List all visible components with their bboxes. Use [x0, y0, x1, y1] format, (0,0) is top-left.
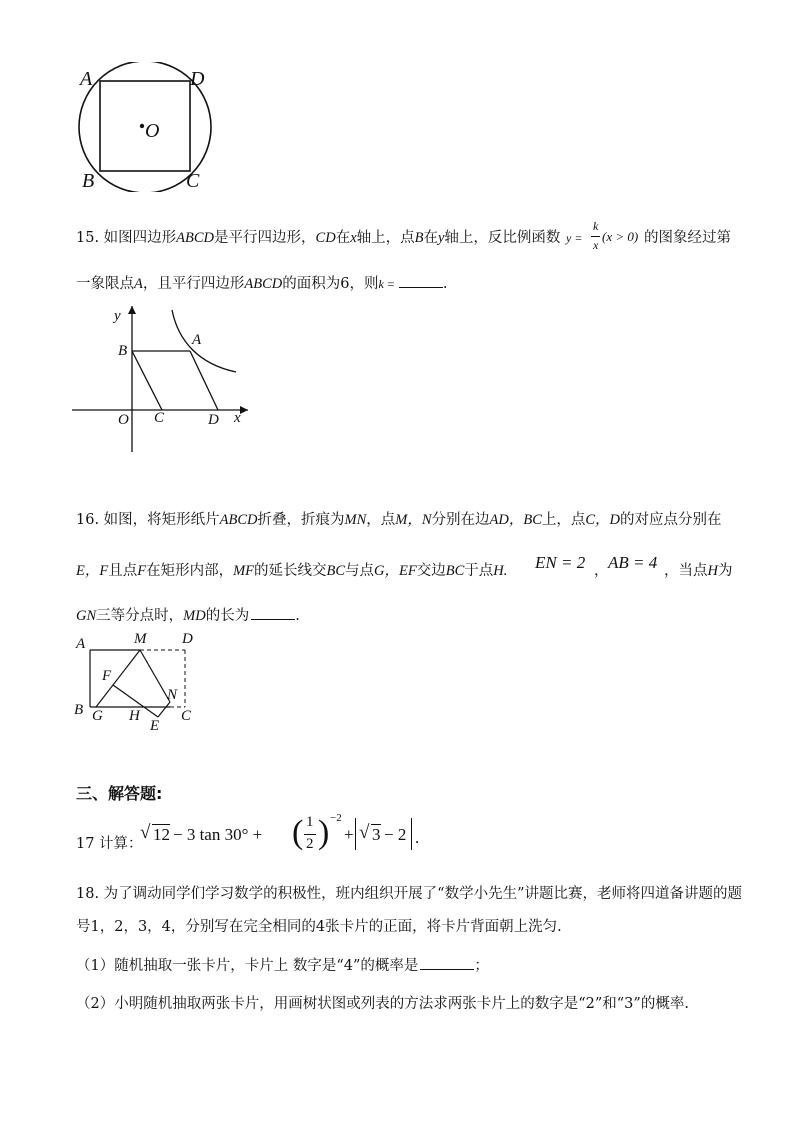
label-a: A [80, 68, 93, 90]
q15-text: . [442, 276, 448, 292]
q16-bc: BC [445, 563, 465, 579]
q16-line-1 [76, 510, 722, 530]
q15-text: 在 [335, 230, 351, 246]
q16-text: 的延长线交 [254, 563, 327, 579]
q15-function [566, 219, 644, 255]
q15-x: x [350, 230, 357, 246]
label-b: B [82, 170, 95, 192]
segment-mn [140, 650, 170, 702]
q15-cd: CD [315, 230, 336, 246]
q16-line-2 [76, 561, 507, 581]
q15-answer-blank[interactable] [399, 273, 443, 288]
q15-abcd: ABCD [244, 276, 283, 292]
label-o: O [145, 120, 160, 142]
func-y: y = [566, 231, 583, 245]
q16-mf: MF [233, 563, 255, 579]
q16-text: ，点 [366, 512, 396, 528]
q15-line-1 [76, 228, 560, 248]
fig16-label-n: N [167, 687, 178, 703]
func-k: k [593, 219, 599, 233]
q16-mn: MN [344, 512, 367, 528]
q16-bc: BC [326, 563, 346, 579]
q18-part-1 [76, 955, 489, 976]
q16-text: 三等分点时， [96, 608, 184, 624]
q16-ad-bc: AD，BC [489, 512, 542, 528]
q17-sqrt3: 3 [372, 825, 381, 844]
q17-frac-num: 1 [306, 814, 314, 830]
q15-text: 轴上，反比例函数 [444, 230, 561, 246]
section-three-title: 三、解答题: [76, 784, 163, 803]
q16-text: 的对应点分别在 [620, 512, 722, 528]
segment-en [158, 702, 170, 717]
q18-line-2: 号1，2，3，4，分别写在完全相同的4张卡片的正面，将卡片背面朝上洗匀. [76, 919, 562, 935]
q17-exponent: −2 [330, 812, 342, 824]
q17-frac-den: 2 [306, 836, 314, 852]
q15-text: 的图象经过第 [644, 230, 731, 246]
fig16-label-d: D [182, 631, 193, 647]
q18-part-2: （2）小明随机抽取两张卡片，用画树状图或列表的方法求两张卡片上的数字是“2”和“3”的概率. [76, 996, 689, 1012]
fig16-label-e: E [150, 718, 160, 734]
label-d: D [190, 68, 205, 90]
abs-bar-left [355, 818, 356, 850]
abs-bar-right [411, 818, 412, 850]
q18-part1-end: ； [474, 958, 489, 974]
q15-b: B [414, 230, 424, 246]
q16-en-eq: EN = 2 [535, 553, 586, 572]
q15-abcd: ABCD [176, 230, 215, 246]
q16-f: F [137, 563, 147, 579]
q15-text: 的面积为6，则 [282, 276, 379, 292]
q17-end: . [415, 828, 420, 847]
left-paren: ( [292, 814, 304, 851]
q16-text: 交边 [416, 563, 446, 579]
fig15-label-c: C [154, 410, 165, 426]
q17-tan-part: − 3 tan 30° + [173, 825, 263, 844]
q15-text: 15. 如图四边形 [76, 230, 177, 246]
fig16-label-a: A [76, 636, 86, 652]
q16-text: 分别在边 [431, 512, 490, 528]
q16-answer-blank[interactable] [251, 605, 295, 620]
q16-text: 为 [717, 563, 733, 579]
radical-sign: √ [359, 822, 370, 843]
fig15-label-b: B [118, 343, 128, 359]
q16-text: 与点 [345, 563, 375, 579]
fig15-label-y: y [114, 308, 121, 324]
q16-text: 折叠，折痕为 [257, 512, 345, 528]
q16-c-d: C，D [585, 512, 621, 528]
q15-text: ，且平行四边形 [142, 276, 245, 292]
q18-part1-text: （1）随机抽取一张卡片，卡片上 数字是“4”的概率是 [76, 958, 419, 974]
func-condition: (x > 0) [602, 229, 639, 244]
q16-abcd: ABCD [219, 512, 258, 528]
fig16-label-g: G [92, 708, 103, 724]
func-fraction-bar [591, 236, 600, 237]
q16-line-3 [76, 605, 300, 626]
x-axis-arrow [240, 406, 248, 414]
q16-md: MD [183, 608, 206, 624]
segment-bc [132, 351, 162, 410]
q16-text: 且点 [108, 563, 138, 579]
q16-h: H. [493, 563, 508, 579]
q15-line-1-end [644, 228, 731, 248]
parallelogram-diagram [70, 300, 260, 460]
q17-sqrt12: 12 [153, 825, 170, 844]
q17-frac-bar [304, 834, 316, 835]
func-x: x [593, 238, 599, 252]
q16-h: H [707, 563, 718, 579]
figure-parallelogram-hyperbola [70, 300, 260, 460]
right-paren: ) [318, 814, 330, 851]
q15-text: 是平行四边形， [214, 230, 316, 246]
q17-abs-expression [355, 814, 435, 864]
hyperbola-curve [172, 310, 236, 372]
q15-k-eq: k = [378, 277, 395, 291]
q16-text: 于点 [464, 563, 494, 579]
q17-minus2: − 2 [384, 825, 407, 844]
center-dot [140, 124, 144, 128]
q16-comma: ， [594, 563, 609, 579]
q15-line-2 [76, 273, 448, 294]
q16-g-ef: G，EF [374, 563, 417, 579]
q15-text: 轴上，点 [356, 230, 415, 246]
fig16-label-f: F [102, 668, 112, 684]
q16-ab-eq: AB = 4 [608, 553, 658, 572]
q16-text: 上，点 [541, 512, 586, 528]
q16-line-2-end [664, 561, 732, 581]
q15-text: 在 [423, 230, 438, 246]
fig15-label-a: A [192, 332, 202, 348]
q16-text: ，当点 [664, 563, 708, 579]
y-axis-arrow [128, 306, 136, 314]
radical-sign: √ [140, 822, 151, 843]
q18-line-1: 18. 为了调动同学们学习数学的积极性，班内组织开展了“数学小先生”讲题比赛，老师将四道备讲题的题 [76, 886, 742, 902]
q17-expression [140, 814, 370, 864]
fig15-label-x: x [234, 410, 241, 426]
q16-text: . [295, 608, 300, 624]
fig16-label-b: B [74, 702, 84, 718]
fig16-label-h: H [129, 708, 140, 724]
q17-label: 17 计算： [76, 836, 143, 852]
fig15-label-o: O [118, 412, 129, 428]
fig16-label-m: M [134, 631, 147, 647]
label-c: C [186, 170, 200, 192]
q18-answer-blank[interactable] [420, 955, 474, 970]
q16-text: 的长为 [205, 608, 250, 624]
q16-m-n: M，N [395, 512, 432, 528]
q15-a: A [134, 276, 143, 292]
q17-plus: + [344, 825, 354, 844]
fig15-label-d: D [208, 412, 219, 428]
q16-text: 16. 如图，将矩形纸片 [76, 512, 220, 528]
q15-text: 一象限点 [76, 276, 134, 292]
q15-y: y [437, 230, 445, 246]
q16-e-f: E，F [76, 563, 109, 579]
fig16-label-c: C [181, 708, 192, 724]
q16-text: 在矩形内部， [146, 563, 234, 579]
q16-gn: GN [76, 608, 97, 624]
